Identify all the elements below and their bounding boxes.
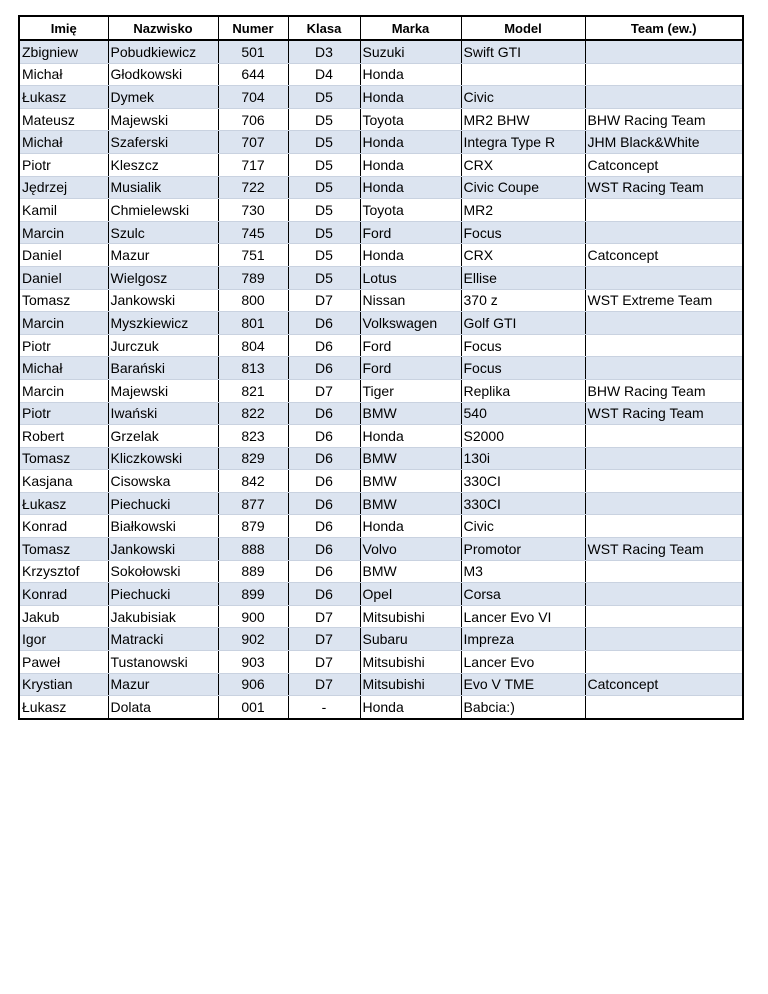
cell-marka: BMW (360, 470, 461, 493)
header-marka: Marka (360, 16, 461, 40)
cell-model: MR2 BHW (461, 108, 585, 131)
cell-numer: 906 (218, 673, 288, 696)
cell-marka: Volkswagen (360, 312, 461, 335)
cell-imie: Konrad (19, 583, 108, 606)
cell-team (585, 696, 743, 719)
cell-model: 330CI (461, 492, 585, 515)
cell-klasa: D6 (288, 425, 360, 448)
table-row (19, 447, 743, 470)
cell-imie: Zbigniew (19, 40, 108, 63)
cell-team (585, 63, 743, 86)
cell-team (585, 357, 743, 380)
cell-numer: 501 (218, 40, 288, 63)
cell-nazwisko: Cisowska (108, 470, 218, 493)
cell-numer: 801 (218, 312, 288, 335)
cell-nazwisko: Matracki (108, 628, 218, 651)
cell-nazwisko: Iwański (108, 402, 218, 425)
header-nazwisko: Nazwisko (108, 16, 218, 40)
cell-imie: Tomasz (19, 289, 108, 312)
cell-klasa: D7 (288, 651, 360, 674)
table-row (19, 379, 743, 402)
cell-nazwisko: Tustanowski (108, 651, 218, 674)
cell-model: M3 (461, 560, 585, 583)
table-row (19, 40, 743, 63)
cell-team (585, 199, 743, 222)
cell-klasa: D6 (288, 492, 360, 515)
cell-marka: Toyota (360, 108, 461, 131)
cell-numer: 822 (218, 402, 288, 425)
cell-nazwisko: Barański (108, 357, 218, 380)
table-row (19, 492, 743, 515)
cell-imie: Marcin (19, 221, 108, 244)
cell-nazwisko: Musialik (108, 176, 218, 199)
cell-klasa: D5 (288, 176, 360, 199)
cell-marka: Volvo (360, 538, 461, 561)
cell-nazwisko: Jurczuk (108, 334, 218, 357)
header-model: Model (461, 16, 585, 40)
cell-marka: BMW (360, 492, 461, 515)
cell-marka: Honda (360, 63, 461, 86)
cell-model: Impreza (461, 628, 585, 651)
cell-klasa: D5 (288, 266, 360, 289)
cell-model: 330CI (461, 470, 585, 493)
cell-model: Promotor (461, 538, 585, 561)
cell-imie: Łukasz (19, 492, 108, 515)
cell-nazwisko: Myszkiewicz (108, 312, 218, 335)
table-row (19, 199, 743, 222)
cell-imie: Tomasz (19, 447, 108, 470)
cell-imie: Krystian (19, 673, 108, 696)
cell-marka: Mitsubishi (360, 651, 461, 674)
cell-team (585, 266, 743, 289)
cell-team (585, 628, 743, 651)
cell-nazwisko: Mazur (108, 673, 218, 696)
cell-team (585, 334, 743, 357)
cell-marka: Honda (360, 153, 461, 176)
cell-imie: Kamil (19, 199, 108, 222)
table-row (19, 312, 743, 335)
cell-klasa: D7 (288, 289, 360, 312)
cell-team (585, 492, 743, 515)
header-klasa: Klasa (288, 16, 360, 40)
cell-marka: Honda (360, 131, 461, 154)
table-row (19, 108, 743, 131)
cell-nazwisko: Kleszcz (108, 153, 218, 176)
table-row (19, 673, 743, 696)
cell-imie: Igor (19, 628, 108, 651)
cell-team: BHW Racing Team (585, 379, 743, 402)
cell-marka: Honda (360, 696, 461, 719)
cell-model: S2000 (461, 425, 585, 448)
cell-klasa: D6 (288, 470, 360, 493)
cell-model (461, 63, 585, 86)
cell-imie: Michał (19, 63, 108, 86)
cell-team: JHM Black&White (585, 131, 743, 154)
table-row (19, 628, 743, 651)
cell-nazwisko: Wielgosz (108, 266, 218, 289)
cell-imie: Michał (19, 131, 108, 154)
cell-nazwisko: Majewski (108, 379, 218, 402)
table-row (19, 266, 743, 289)
table-row (19, 696, 743, 719)
cell-team (585, 560, 743, 583)
table-row (19, 221, 743, 244)
cell-model: Focus (461, 221, 585, 244)
table-row (19, 515, 743, 538)
cell-nazwisko: Białkowski (108, 515, 218, 538)
cell-model: Ellise (461, 266, 585, 289)
table-row (19, 560, 743, 583)
header-imie: Imię (19, 16, 108, 40)
table-row (19, 538, 743, 561)
cell-model: Civic Coupe (461, 176, 585, 199)
cell-numer: 903 (218, 651, 288, 674)
cell-marka: Suzuki (360, 40, 461, 63)
cell-imie: Jakub (19, 605, 108, 628)
cell-imie: Robert (19, 425, 108, 448)
cell-model: Lancer Evo VI (461, 605, 585, 628)
table-row (19, 131, 743, 154)
cell-model: 370 z (461, 289, 585, 312)
cell-model: 130i (461, 447, 585, 470)
cell-numer: 821 (218, 379, 288, 402)
cell-team: WST Racing Team (585, 538, 743, 561)
cell-marka: Mitsubishi (360, 605, 461, 628)
cell-model: Golf GTI (461, 312, 585, 335)
cell-klasa: D6 (288, 515, 360, 538)
cell-team (585, 651, 743, 674)
cell-marka: Honda (360, 515, 461, 538)
cell-klasa: D5 (288, 153, 360, 176)
table-row (19, 86, 743, 109)
cell-nazwisko: Szaferski (108, 131, 218, 154)
cell-imie: Mateusz (19, 108, 108, 131)
cell-klasa: D6 (288, 334, 360, 357)
cell-imie: Piotr (19, 402, 108, 425)
cell-nazwisko: Sokołowski (108, 560, 218, 583)
table-row (19, 651, 743, 674)
table-row (19, 334, 743, 357)
cell-klasa: D5 (288, 131, 360, 154)
cell-numer: 902 (218, 628, 288, 651)
cell-nazwisko: Chmielewski (108, 199, 218, 222)
cell-imie: Tomasz (19, 538, 108, 561)
cell-numer: 644 (218, 63, 288, 86)
cell-marka: Opel (360, 583, 461, 606)
cell-klasa: D6 (288, 357, 360, 380)
cell-klasa: D6 (288, 538, 360, 561)
table-row (19, 244, 743, 267)
cell-marka: Tiger (360, 379, 461, 402)
cell-team (585, 447, 743, 470)
cell-team (585, 515, 743, 538)
cell-team (585, 605, 743, 628)
cell-team (585, 312, 743, 335)
cell-nazwisko: Pobudkiewicz (108, 40, 218, 63)
table-row (19, 63, 743, 86)
cell-marka: Honda (360, 244, 461, 267)
cell-klasa: D7 (288, 628, 360, 651)
cell-numer: 813 (218, 357, 288, 380)
cell-marka: Ford (360, 334, 461, 357)
cell-nazwisko: Majewski (108, 108, 218, 131)
cell-model: Integra Type R (461, 131, 585, 154)
cell-marka: Ford (360, 357, 461, 380)
header-team: Team (ew.) (585, 16, 743, 40)
cell-imie: Łukasz (19, 696, 108, 719)
cell-team: WST Extreme Team (585, 289, 743, 312)
table-row (19, 605, 743, 628)
table-body (19, 40, 743, 719)
cell-klasa: D5 (288, 221, 360, 244)
cell-team (585, 86, 743, 109)
cell-marka: Subaru (360, 628, 461, 651)
cell-klasa: D7 (288, 673, 360, 696)
cell-model: Lancer Evo (461, 651, 585, 674)
cell-numer: 730 (218, 199, 288, 222)
cell-team (585, 470, 743, 493)
cell-numer: 717 (218, 153, 288, 176)
cell-numer: 745 (218, 221, 288, 244)
cell-model: Evo V TME (461, 673, 585, 696)
cell-numer: 707 (218, 131, 288, 154)
cell-team: WST Racing Team (585, 176, 743, 199)
cell-imie: Daniel (19, 266, 108, 289)
cell-marka: Lotus (360, 266, 461, 289)
cell-klasa: D6 (288, 583, 360, 606)
cell-nazwisko: Jakubisiak (108, 605, 218, 628)
cell-model: Focus (461, 357, 585, 380)
table-row (19, 289, 743, 312)
cell-numer: 001 (218, 696, 288, 719)
cell-imie: Krzysztof (19, 560, 108, 583)
cell-team: Catconcept (585, 153, 743, 176)
cell-klasa: D6 (288, 312, 360, 335)
cell-nazwisko: Piechucki (108, 583, 218, 606)
cell-imie: Jędrzej (19, 176, 108, 199)
cell-numer: 804 (218, 334, 288, 357)
cell-nazwisko: Głodkowski (108, 63, 218, 86)
cell-imie: Kasjana (19, 470, 108, 493)
cell-marka: BMW (360, 447, 461, 470)
cell-klasa: - (288, 696, 360, 719)
cell-nazwisko: Dymek (108, 86, 218, 109)
cell-model: 540 (461, 402, 585, 425)
cell-klasa: D5 (288, 86, 360, 109)
cell-marka: Ford (360, 221, 461, 244)
cell-numer: 829 (218, 447, 288, 470)
cell-numer: 877 (218, 492, 288, 515)
table-row (19, 402, 743, 425)
cell-numer: 879 (218, 515, 288, 538)
cell-imie: Piotr (19, 153, 108, 176)
header-numer: Numer (218, 16, 288, 40)
cell-imie: Marcin (19, 379, 108, 402)
cell-model: Swift GTI (461, 40, 585, 63)
cell-team (585, 221, 743, 244)
table-row (19, 470, 743, 493)
participants-table (18, 15, 744, 720)
cell-klasa: D4 (288, 63, 360, 86)
cell-numer: 842 (218, 470, 288, 493)
cell-marka: Honda (360, 86, 461, 109)
cell-numer: 800 (218, 289, 288, 312)
cell-nazwisko: Jankowski (108, 538, 218, 561)
cell-klasa: D6 (288, 560, 360, 583)
cell-imie: Łukasz (19, 86, 108, 109)
cell-imie: Piotr (19, 334, 108, 357)
cell-nazwisko: Dolata (108, 696, 218, 719)
cell-model: CRX (461, 244, 585, 267)
cell-klasa: D7 (288, 605, 360, 628)
cell-klasa: D3 (288, 40, 360, 63)
cell-numer: 900 (218, 605, 288, 628)
cell-nazwisko: Szulc (108, 221, 218, 244)
cell-marka: Honda (360, 425, 461, 448)
cell-klasa: D5 (288, 199, 360, 222)
cell-model: Babcia:) (461, 696, 585, 719)
cell-nazwisko: Kliczkowski (108, 447, 218, 470)
cell-model: Corsa (461, 583, 585, 606)
cell-team (585, 583, 743, 606)
table-row (19, 176, 743, 199)
cell-nazwisko: Grzelak (108, 425, 218, 448)
cell-model: Civic (461, 86, 585, 109)
cell-marka: Mitsubishi (360, 673, 461, 696)
cell-model: Civic (461, 515, 585, 538)
cell-imie: Daniel (19, 244, 108, 267)
cell-klasa: D6 (288, 447, 360, 470)
cell-numer: 722 (218, 176, 288, 199)
cell-numer: 888 (218, 538, 288, 561)
cell-team (585, 40, 743, 63)
table-row (19, 153, 743, 176)
cell-team: Catconcept (585, 244, 743, 267)
cell-klasa: D6 (288, 402, 360, 425)
cell-team: Catconcept (585, 673, 743, 696)
cell-numer: 704 (218, 86, 288, 109)
cell-marka: Toyota (360, 199, 461, 222)
cell-model: Focus (461, 334, 585, 357)
cell-team: WST Racing Team (585, 402, 743, 425)
cell-numer: 789 (218, 266, 288, 289)
cell-team (585, 425, 743, 448)
cell-numer: 899 (218, 583, 288, 606)
cell-klasa: D5 (288, 244, 360, 267)
cell-imie: Konrad (19, 515, 108, 538)
cell-klasa: D5 (288, 108, 360, 131)
cell-numer: 751 (218, 244, 288, 267)
cell-numer: 706 (218, 108, 288, 131)
cell-numer: 889 (218, 560, 288, 583)
cell-team: BHW Racing Team (585, 108, 743, 131)
cell-marka: BMW (360, 560, 461, 583)
cell-marka: Honda (360, 176, 461, 199)
cell-model: Replika (461, 379, 585, 402)
cell-nazwisko: Piechucki (108, 492, 218, 515)
header-row (19, 16, 743, 40)
cell-klasa: D7 (288, 379, 360, 402)
cell-model: MR2 (461, 199, 585, 222)
cell-model: CRX (461, 153, 585, 176)
cell-nazwisko: Jankowski (108, 289, 218, 312)
cell-nazwisko: Mazur (108, 244, 218, 267)
table-row (19, 357, 743, 380)
cell-imie: Marcin (19, 312, 108, 335)
cell-imie: Michał (19, 357, 108, 380)
cell-numer: 823 (218, 425, 288, 448)
cell-imie: Paweł (19, 651, 108, 674)
table-row (19, 425, 743, 448)
cell-marka: Nissan (360, 289, 461, 312)
table-row (19, 583, 743, 606)
cell-marka: BMW (360, 402, 461, 425)
